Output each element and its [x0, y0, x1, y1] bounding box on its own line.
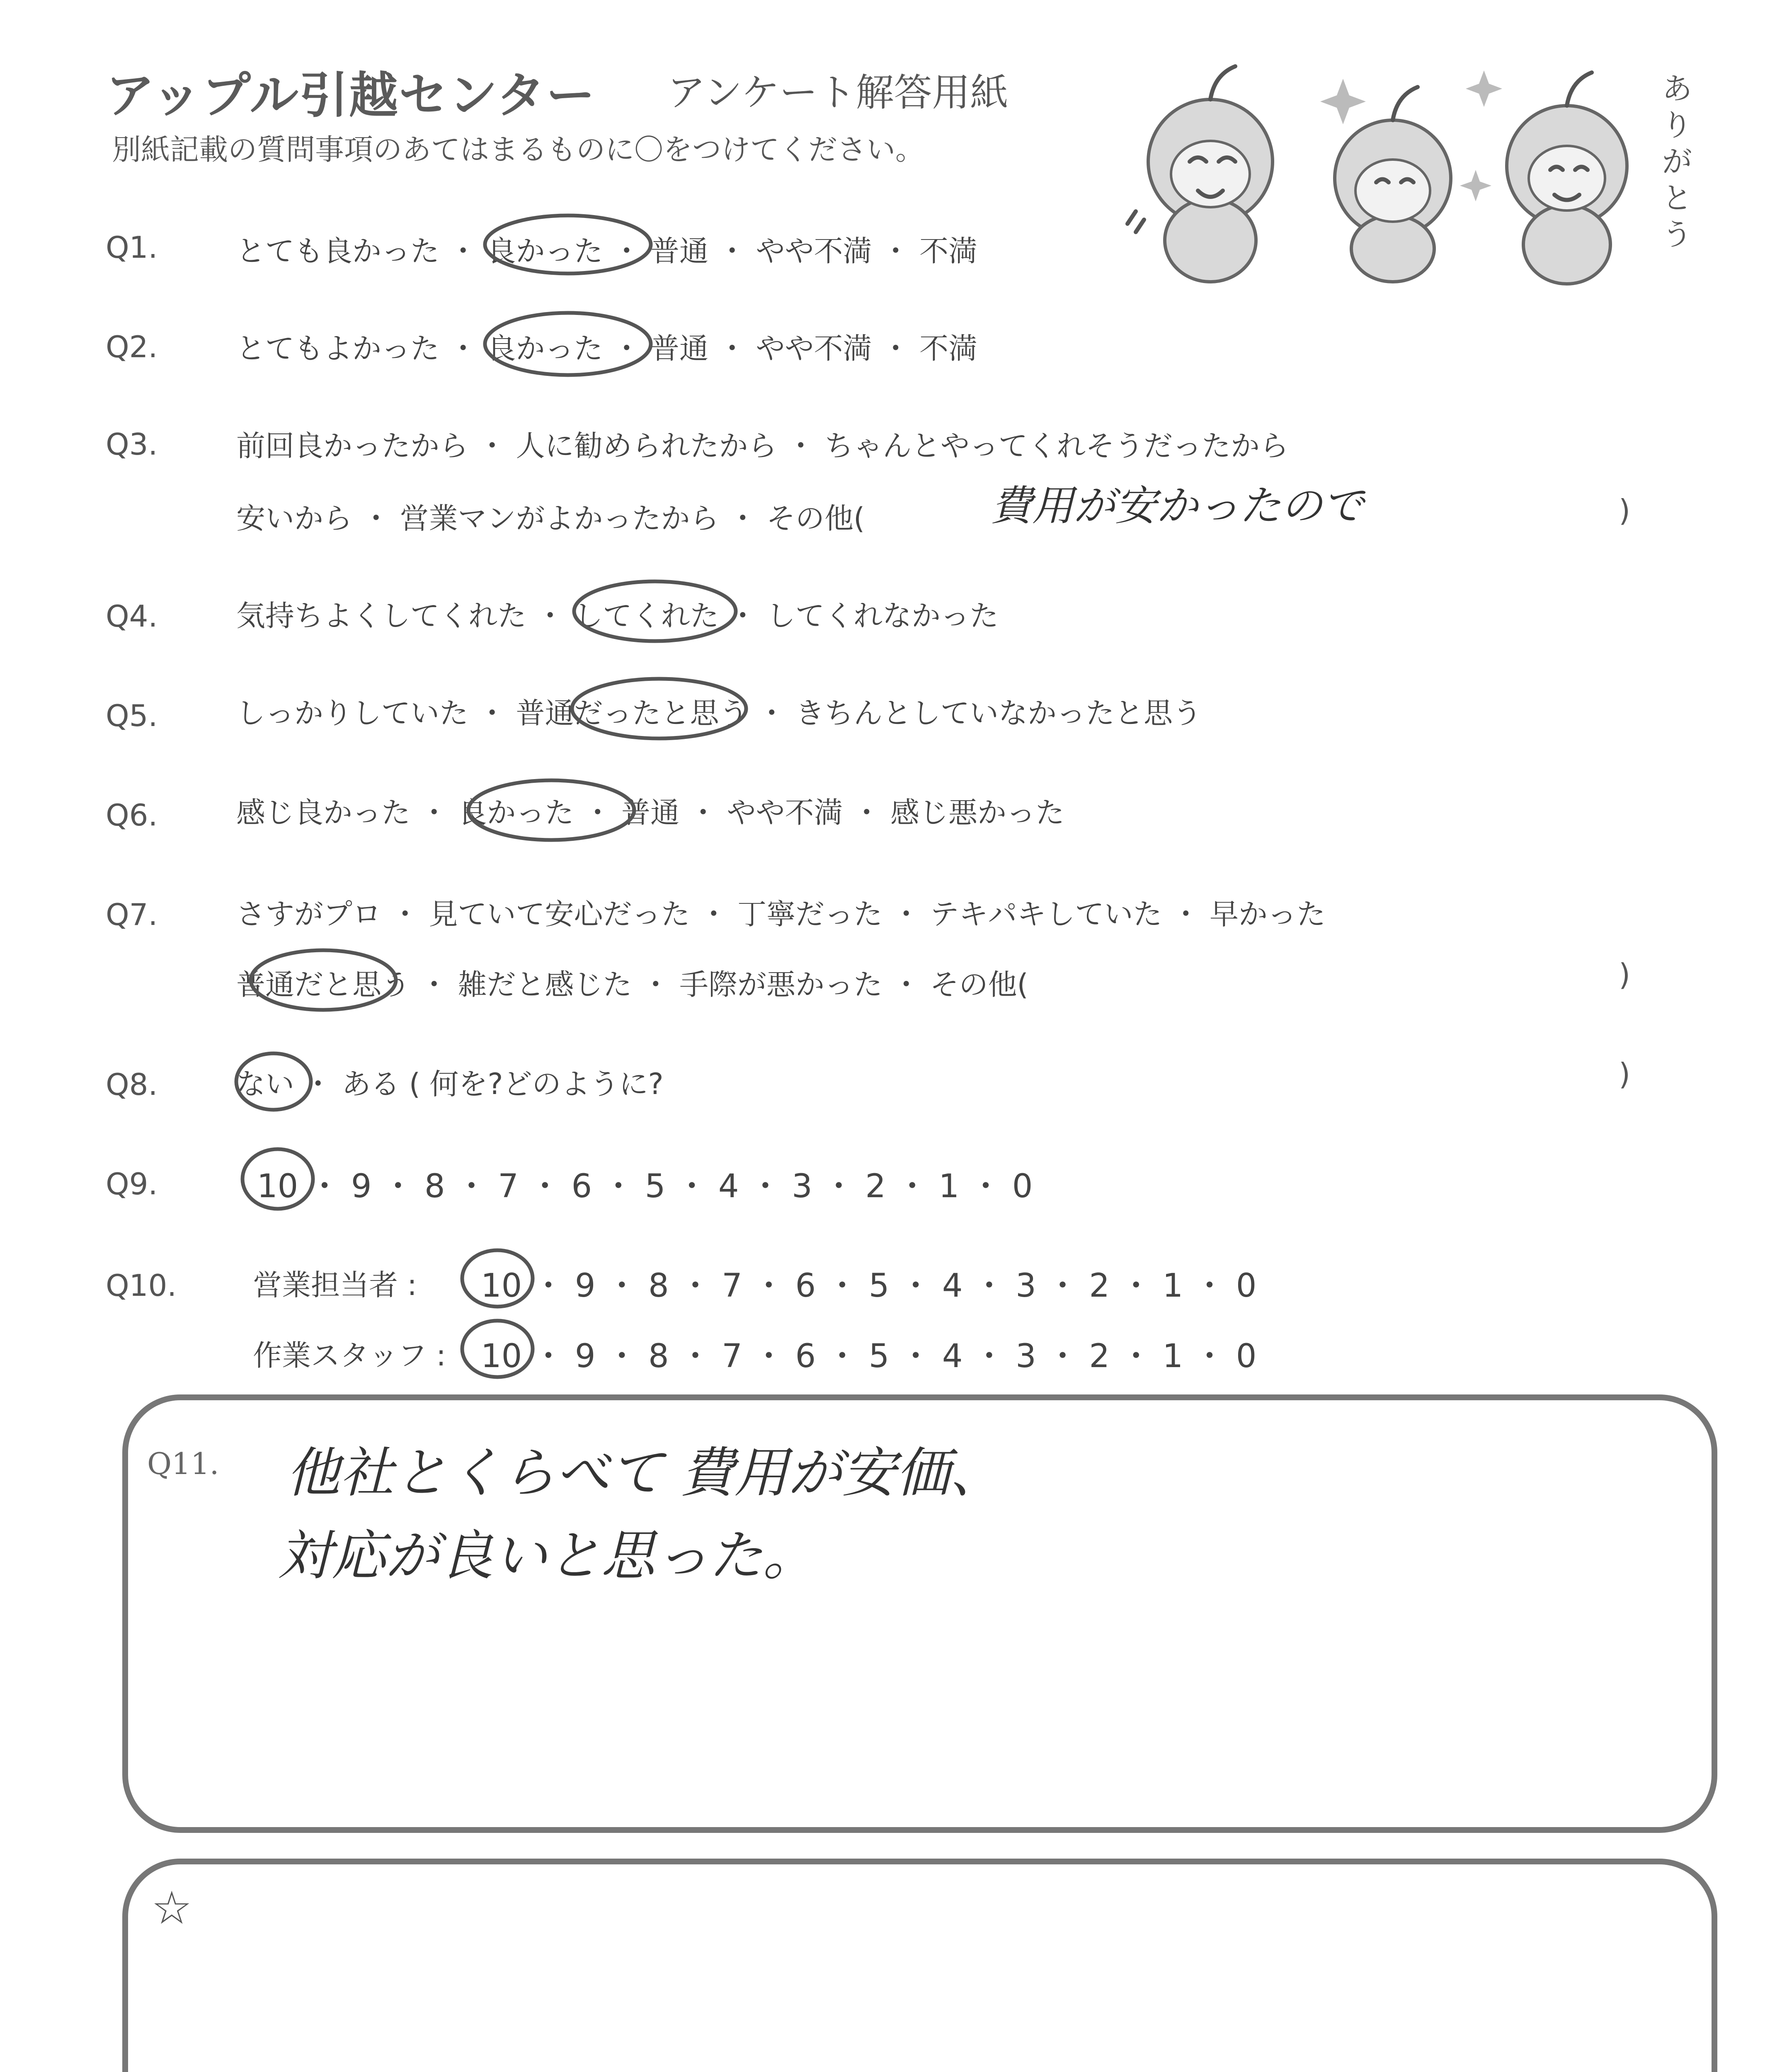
- q5-options[interactable]: しっかりしていた ・ 普通だったと思う ・ きちんとしていなかったと思う: [236, 696, 1202, 730]
- q4-label: Q4.: [106, 599, 158, 634]
- q3-options-line2[interactable]: 安いから ・ 営業マンがよかったから ・ その他(: [236, 501, 865, 535]
- q10-sales-label: 営業担当者 :: [253, 1268, 417, 1302]
- q9-label: Q9.: [106, 1167, 158, 1201]
- q3-label: Q3.: [106, 427, 158, 462]
- q4-options[interactable]: 気持ちよくしてくれた ・ してくれた ・ してくれなかった: [236, 599, 999, 633]
- star-comment-box[interactable]: [122, 1859, 1717, 2072]
- form-title: アップル引越センター: [106, 67, 596, 124]
- q8-options[interactable]: ない ・ ある ( 何を?どのように?: [236, 1067, 664, 1101]
- q7-paren-close: ): [1619, 957, 1631, 992]
- q10-staff-label: 作業スタッフ :: [253, 1339, 446, 1372]
- q6-label: Q6.: [106, 798, 158, 833]
- q11-label: Q11.: [147, 1446, 219, 1481]
- q10-sales-scale[interactable]: 10 ・ 9 ・ 8 ・ 7 ・ 6 ・ 5 ・ 4 ・ 3 ・ 2 ・ 1 ・ 0: [481, 1267, 1257, 1305]
- instruction-text: 別紙記載の質問事項のあてはまるものに〇をつけてください。: [112, 133, 924, 167]
- star-icon: ☆: [151, 1881, 192, 1934]
- q11-answer-line2: 対応が良いと思った。: [278, 1524, 817, 1587]
- q7-label: Q7.: [106, 897, 158, 932]
- form-subtitle: アンケート解答用紙: [667, 70, 1009, 115]
- q2-options[interactable]: とてもよかった ・ 良かった ・ 普通 ・ やや不満 ・ 不満: [236, 332, 978, 366]
- q5-label: Q5.: [106, 698, 158, 733]
- q9-scale[interactable]: 10 ・ 9 ・ 8 ・ 7 ・ 6 ・ 5 ・ 4 ・ 3 ・ 2 ・ 1 ・ 0: [257, 1168, 1033, 1205]
- q6-options[interactable]: 感じ良かった ・ 良かった ・ 普通 ・ やや不満 ・ 感じ悪かった: [236, 796, 1065, 830]
- q10-label: Q10.: [106, 1268, 177, 1303]
- q8-paren-close: ): [1619, 1057, 1631, 1092]
- q10-staff-scale[interactable]: 10 ・ 9 ・ 8 ・ 7 ・ 6 ・ 5 ・ 4 ・ 3 ・ 2 ・ 1 ・ 0: [481, 1338, 1257, 1375]
- q3-other-answer: 費用が安かったので: [991, 482, 1364, 530]
- q8-label: Q8.: [106, 1067, 158, 1102]
- q1-label: Q1.: [106, 230, 158, 265]
- q3-paren-close: ): [1619, 493, 1631, 528]
- q7-options-line1[interactable]: さすがプロ ・ 見ていて安心だった ・ 丁寧だった ・ テキパキしていた ・ 早かった: [236, 897, 1326, 931]
- q1-options[interactable]: とても良かった ・ 良かった ・ 普通 ・ やや不満 ・ 不満: [236, 234, 978, 268]
- q2-label: Q2.: [106, 329, 158, 364]
- q3-options-line1[interactable]: 前回良かったから ・ 人に勧められたから ・ ちゃんとやってくれそうだったから: [236, 429, 1289, 463]
- q7-options-line2[interactable]: 普通だと思う ・ 雑だと感じた ・ 手際が悪かった ・ その他(: [236, 968, 1028, 1002]
- thanks-text: ありがとう: [1662, 71, 1692, 252]
- q11-answer-line1: 他社とくらべて 費用が安価、: [286, 1441, 1004, 1504]
